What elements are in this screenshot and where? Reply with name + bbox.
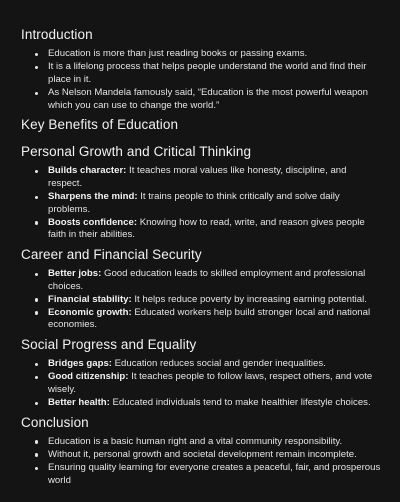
item-text: It is a lifelong process that helps people understand the world and find their place in it. <box>48 61 367 85</box>
item-text: Knowing how to read, write, and reason gives people faith in their abilities. <box>48 216 365 241</box>
list-item <box>48 436 382 449</box>
item-label: Good citizenship: <box>48 371 129 383</box>
item-label: Boosts confidence: <box>48 216 138 228</box>
item-text: Education is a basic human right and a vital community responsibility. <box>48 435 343 447</box>
list-item <box>48 358 382 371</box>
list-item <box>48 48 382 61</box>
list-item <box>48 449 382 462</box>
item-text: Ensuring quality learning for everyone creates a peaceful, fair, and prosperous world <box>48 462 381 486</box>
list-item <box>48 217 382 242</box>
list-item <box>48 462 382 487</box>
list-item <box>48 191 382 216</box>
career-list <box>21 268 382 332</box>
item-text: Educated individuals tend to make healthier lifestyle choices. <box>109 397 371 409</box>
heading-career: Career and Financial Security <box>21 246 202 262</box>
introduction-list <box>21 48 382 112</box>
list-item <box>48 307 382 332</box>
list-item <box>48 87 382 112</box>
social-progress-list <box>21 358 382 410</box>
item-text: It trains people to think critically and solve daily problems. <box>48 190 340 215</box>
item-text: Education is more than just reading books or passing exams. <box>48 48 308 59</box>
heading-personal-growth: Personal Growth and Critical Thinking <box>21 144 252 160</box>
item-text: It teaches people to follow laws, respect others, and vote wisely. <box>48 371 373 395</box>
item-label: Builds character: <box>48 165 127 177</box>
item-label: Financial stability: <box>48 293 132 305</box>
item-label: Better jobs: <box>48 267 102 279</box>
item-label: Economic growth: <box>48 306 132 318</box>
item-label: Sharpens the mind: <box>48 190 138 202</box>
item-text: Without it, personal growth and societal development remain incomplete. <box>48 448 357 460</box>
item-text: As Nelson Mandela famously said, “Education is the most powerful weapon which you can use to change the world.” <box>48 86 368 111</box>
item-label: Better health: <box>48 397 110 409</box>
item-label: Bridges gaps: <box>48 358 112 370</box>
list-item <box>48 268 382 293</box>
list-item <box>48 371 382 396</box>
item-text: It teaches moral values like honesty, discipline, and respect. <box>48 165 347 189</box>
item-text: Good education leads to skilled employment and professional choices. <box>48 267 366 292</box>
personal-growth-list <box>21 165 382 242</box>
heading-key-benefits: Key Benefits of Education <box>21 117 179 133</box>
heading-social-progress: Social Progress and Equality <box>21 337 197 353</box>
item-text: Educated workers help build stronger local and national economies. <box>48 306 371 331</box>
conclusion-list <box>21 436 382 488</box>
list-item <box>48 397 382 410</box>
heading-introduction: Introduction <box>21 27 93 42</box>
item-text: It helps reduce poverty by increasing earning potential. <box>131 293 367 305</box>
list-item <box>48 294 382 307</box>
list-item <box>48 165 382 190</box>
item-text: Education reduces social and gender inequalities. <box>111 358 326 370</box>
heading-conclusion: Conclusion <box>21 414 89 430</box>
list-item <box>48 61 382 86</box>
